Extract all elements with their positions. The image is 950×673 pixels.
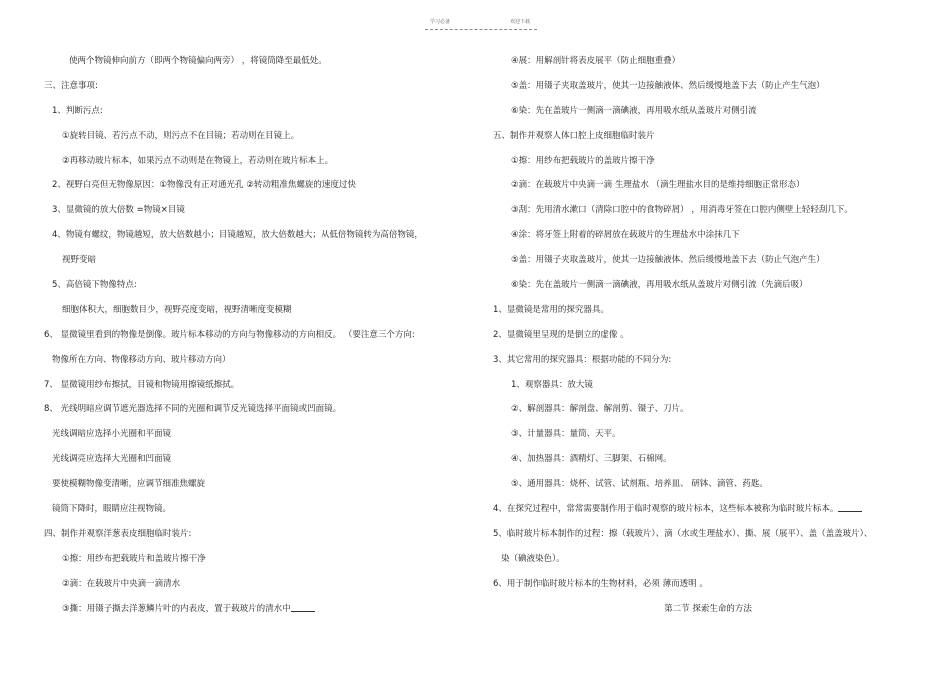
line-text: 要使模糊物像变清晰，应调节细准焦螺旋 — [52, 479, 206, 490]
line-text: ②滴：在载玻片中央滴一滴 生理盐水 （滴生理盐水目的是维持细胞正常形态） — [511, 180, 805, 191]
left-text-line — [44, 397, 464, 422]
line-text: 2、显微镜里呈现的是倒立的虚像 。 — [493, 329, 629, 340]
line-text: ②、解剖器具：解剖盘、解剖剪、镊子、刀片。 — [511, 404, 689, 415]
line-text: ①擦：用纱布把载玻片的盖玻片擦干净 — [511, 155, 655, 166]
line-text: 1、观察器具：放大镜 — [511, 379, 593, 390]
right-text-line — [493, 173, 923, 198]
line-text: 3、其它常用的探究器具：根据功能的不同分为: — [493, 354, 672, 365]
right-text-line — [493, 572, 923, 597]
left-text-line — [44, 447, 464, 472]
line-text: 3、显微镜的放大倍数 =物镜×目镜 — [52, 205, 185, 216]
left-text-line — [44, 572, 464, 597]
line-text: 第二节 探索生命的方法 — [664, 603, 752, 614]
right-text-line — [493, 348, 923, 373]
right-text-line — [493, 273, 923, 298]
line-text: 2、视野白亮但无物像原因：①物像没有正对通光孔 ②转动粗准焦螺旋的速度过快 — [52, 180, 356, 191]
line-text: ⑥染：先在盖玻片一侧滴一滴碘液，再用吸水纸从盖玻片对侧引流（先滴后吸） — [511, 280, 808, 291]
line-text: ②再移动玻片标本，如果污点不动则是在物镜上，若动则在玻片标本上。 — [62, 155, 334, 166]
line-text: 使两个物镜伸向前方（即两个物镜偏向两旁） ，将镜筒降至最低处。 — [69, 56, 327, 66]
right-text-line — [493, 397, 923, 422]
left-text-line — [44, 248, 464, 273]
line-text: ②滴：在载玻片中央滴一滴清水 — [62, 578, 181, 589]
header-divider — [425, 29, 537, 30]
left-text-line — [44, 348, 464, 373]
right-text-line — [493, 298, 923, 323]
line-text: 6、 显微镜里看到的物像是倒像。玻片标本移动的方向与物像移动的方向相反。 （要注意三个方向: — [44, 329, 415, 340]
right-text-line — [493, 248, 923, 273]
left-column — [44, 49, 464, 621]
left-text-line — [44, 49, 464, 74]
line-text: 4、物镜有螺纹，物镜越短，放大倍数越小；目镜越短，放大倍数越大；从低倍物镜转为高倍物镜， — [52, 230, 423, 241]
line-text: 五、制作并观察人体口腔上皮细胞临时装片 — [493, 130, 655, 141]
right-text-line — [493, 447, 923, 472]
right-text-line — [493, 223, 923, 248]
right-text-line — [493, 472, 923, 497]
left-text-line — [44, 124, 464, 149]
left-text-line — [44, 547, 464, 572]
right-text-line — [493, 597, 923, 622]
line-text: 1、显微镜是常用的探究器具。 — [493, 304, 609, 315]
line-text: 染（碘液染色）。 — [501, 553, 565, 564]
left-text-line — [44, 74, 464, 99]
line-text: 物像所在方向、物像移动方向、玻片移动方向） — [52, 354, 231, 365]
line-text: 光线调暗应选择小光圈和平面镜 — [52, 429, 172, 440]
line-text: ④、加热器具：酒精灯、三脚架、石棉网。 — [511, 454, 672, 465]
line-text: ①旋转目镜、若污点不动，则污点不在目镜；若动则在目镜上。 — [62, 130, 300, 141]
fill-in-blank — [291, 602, 315, 612]
line-text: ③刮：先用清水漱口（清除口腔中的食物碎屑） ，用消毒牙签在口腔内侧壁上轻轻刮几下。 — [511, 205, 853, 216]
right-text-line — [493, 373, 923, 398]
line-text: 7、 显微镜用纱布擦拭，目镜和物镜用擦镜纸擦拭。 — [44, 379, 240, 390]
page-header — [430, 18, 530, 25]
line-text: ⑤、通用器具：烧杯、试管、试剂瓶、培养皿、 研钵、滴管、药匙。 — [511, 479, 768, 490]
right-text-line — [493, 547, 923, 572]
left-text-line — [44, 298, 464, 323]
line-text: ④涂：将牙签上附着的碎屑放在载玻片的生理盐水中涂抹几下 — [511, 230, 740, 241]
left-text-line — [44, 522, 464, 547]
right-text-line — [493, 323, 923, 348]
line-text: 4、在探究过程中，常常需要制作用于临时观察的玻片标本，这些标本被称为临时玻片标本。 — [493, 504, 839, 515]
left-text-line — [44, 223, 464, 248]
left-text-line — [44, 99, 464, 124]
left-text-line — [44, 273, 464, 298]
right-text-line — [493, 422, 923, 447]
line-text: 四、制作并观察洋葱表皮细胞临时装片: — [44, 528, 192, 539]
line-text: 5、高倍镜下物像特点: — [52, 280, 137, 291]
line-text: 细胞体积大，细胞数目少，视野亮度变暗，视野清晰度变模糊 — [62, 304, 292, 315]
left-text-line — [44, 373, 464, 398]
left-text-line — [44, 422, 464, 447]
left-text-line — [44, 497, 464, 522]
left-text-line — [44, 198, 464, 223]
fill-in-blank — [838, 502, 862, 512]
line-text: ①擦：用纱布把载玻片和盖玻片擦干净 — [62, 553, 206, 564]
left-text-line — [44, 323, 464, 348]
left-text-line — [44, 149, 464, 174]
right-text-line — [493, 99, 923, 124]
right-text-line — [493, 497, 923, 522]
line-text: ⑥染：先在盖玻片一侧滴一滴碘液，再用吸水纸从盖玻片对侧引流 — [511, 105, 757, 116]
line-text: 视野变暗 — [62, 255, 97, 266]
left-text-line — [44, 597, 464, 622]
line-text: ③撕：用镊子撕去洋葱鳞片叶的内表皮，置于载玻片的清水中 — [62, 603, 291, 614]
header-left-text: 学习必备 — [430, 19, 451, 25]
right-text-line — [493, 74, 923, 99]
line-text: ④展：用解剖针将表皮展平（防止细胞重叠） — [511, 56, 681, 66]
right-text-line — [493, 198, 923, 223]
line-text: 6、用于制作临时玻片标本的生物材料，必须 薄而透明 。 — [493, 578, 708, 589]
right-text-line — [493, 149, 923, 174]
right-column — [493, 49, 923, 621]
line-text: ③、计量器具：量筒、天平。 — [511, 429, 621, 440]
left-text-line — [44, 173, 464, 198]
left-text-line — [44, 472, 464, 497]
line-text: 8、 光线明暗应调节遮光器选择不同的光圈和调节反光镜选择平面镜或凹面镜。 — [44, 404, 342, 415]
right-text-line — [493, 124, 923, 149]
line-text: 镜筒下降时，眼睛应注视物镜。 — [52, 504, 172, 515]
line-text: 光线调亮应选择大光圈和凹面镜 — [52, 454, 172, 465]
line-text: 三、注意事项: — [44, 80, 98, 91]
line-text: ⑤盖：用镊子夹取盖玻片，使其一边接触液体、然后缓慢地盖下去（防止气泡产生） — [511, 255, 825, 266]
line-text: 1、判断污点: — [52, 105, 103, 116]
header-right-text: 欢迎下载 — [509, 19, 530, 25]
right-text-line — [493, 522, 923, 547]
line-text: 5、临时玻片标本制作的过程：擦（载玻片）、滴（水或生理盐水）、撕、展（展平）、盖（盖盖玻片）、 — [493, 528, 873, 539]
line-text: ⑤盖：用镊子夹取盖玻片，使其一边接触液体、然后缓慢地盖下去（防止产生气泡） — [511, 80, 825, 91]
right-text-line — [493, 49, 923, 74]
